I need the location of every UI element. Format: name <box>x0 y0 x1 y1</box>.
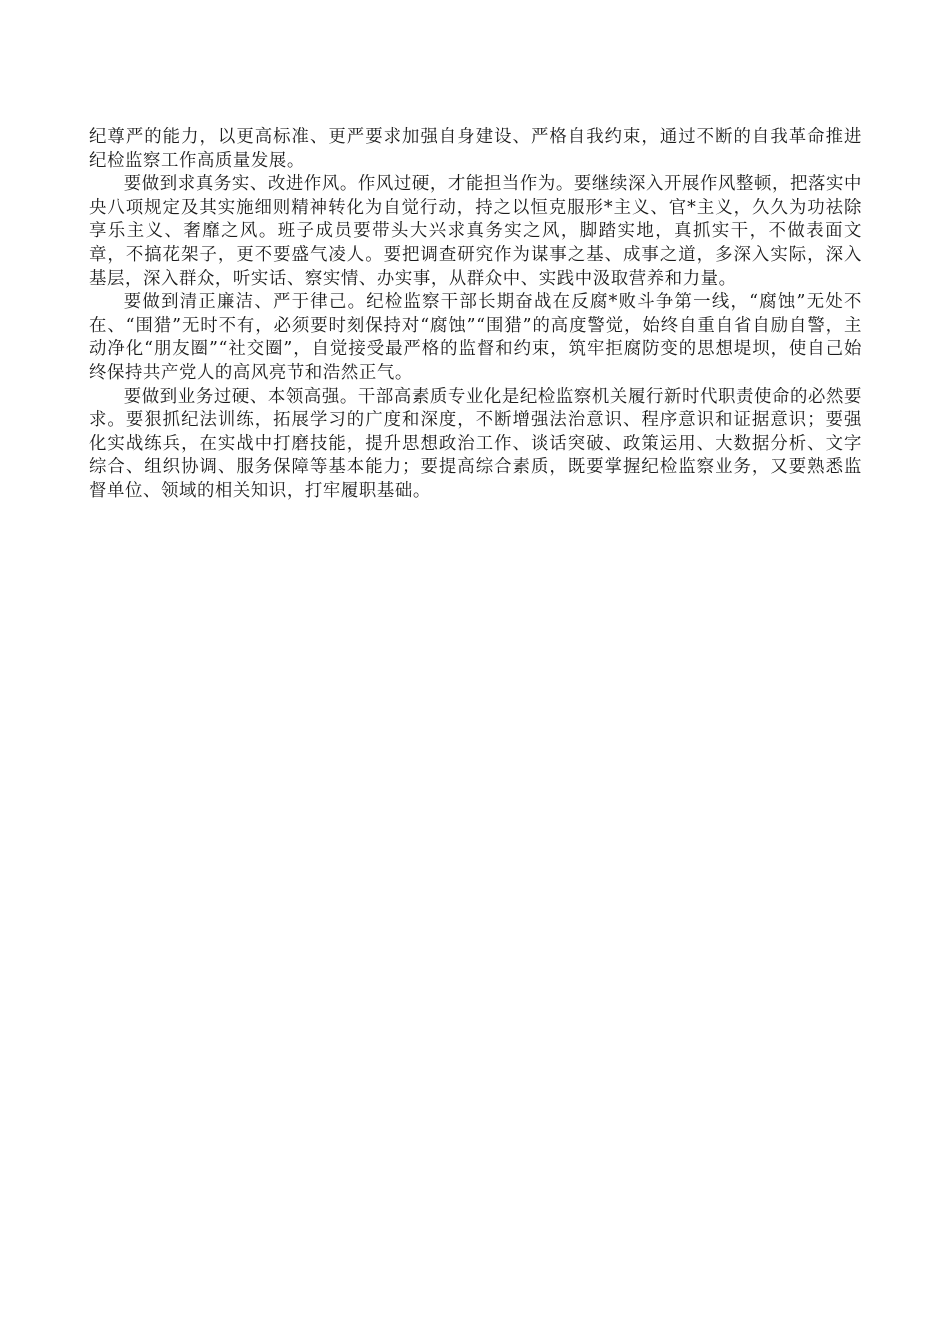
paragraph-integrity: 要做到清正廉洁、严于律己。纪检监察干部长期奋战在反腐*败斗争第一线，“腐蚀”无处不在、“围猎”无时不有，必须要时刻保持对“腐蚀”“围猎”的高度警觉，始终自重自省自励自警，主动净化“朋友圈”“社交圈”，自觉接受最严格的监督和约束，筑牢拒腐防变的思想堤坝，使自己始终保持共产党人的高风亮节和浩然正气。 <box>89 292 862 383</box>
paragraph-continuation: 纪尊严的能力，以更高标准、更严要求加强自身建设、严格自我约束，通过不断的自我革命推进纪检监察工作高质量发展。 <box>89 127 862 171</box>
document-body <box>89 126 862 504</box>
paragraph-professional-skill: 要做到业务过硬、本领高强。干部高素质专业化是纪检监察机关履行新时代职责使命的必然要求。要狠抓纪法训练，拓展学习的广度和深度，不断增强法治意识、程序意识和证据意识；要强化实战练兵，在实战中打磨技能，提升思想政治工作、谈话突破、政策运用、大数据分析、文字综合、组织协调、服务保障等基本能力；要提高综合素质，既要掌握纪检监察业务，又要熟悉监督单位、领域的相关知识，打牢履职基础。 <box>89 386 862 501</box>
paragraph-work-style: 要做到求真务实、改进作风。作风过硬，才能担当作为。要继续深入开展作风整顿，把落实中央八项规定及其实施细则精神转化为自觉行动，持之以恒克服形*主义、官*主义，久久为功祛除享乐主义、奢靡之风。班子成员要带头大兴求真务实之风，脚踏实地，真抓实干，不做表面文章，不搞花架子，更不要盛气凌人。要把调查研究作为谋事之基、成事之道，多深入实际，深入基层，深入群众，听实话、察实情、办实事，从群众中、实践中汲取营养和力量。 <box>89 174 862 289</box>
